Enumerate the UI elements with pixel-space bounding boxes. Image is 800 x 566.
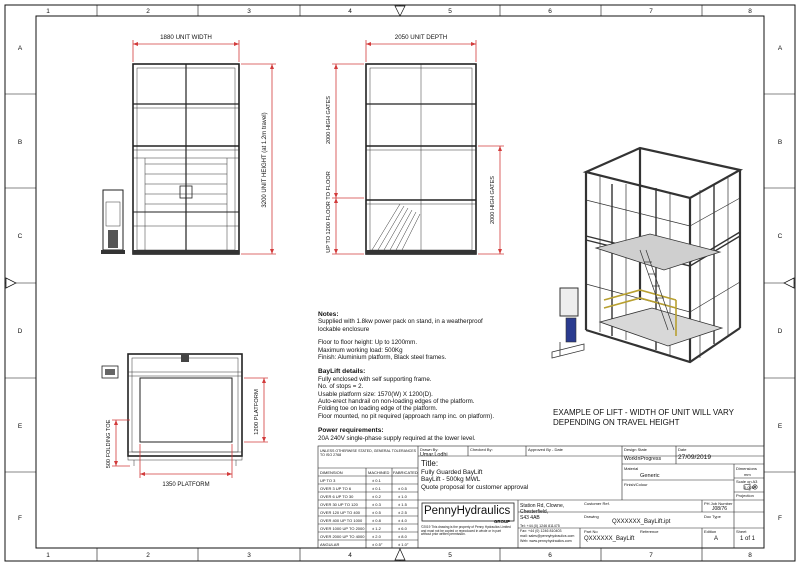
design-state-value: WorkInProgress [624, 456, 662, 462]
tol-row-dimension: OVER 3 UP TO 6 [320, 486, 352, 491]
projection-label: Projection [736, 493, 754, 498]
tol-row-fabricated: ± 1.0 [398, 494, 407, 499]
centring-marks [6, 6, 794, 560]
tol-row-machined: ± 0.1 [372, 478, 381, 483]
tol-row-fabricated: ± 1.0° [398, 542, 409, 547]
baylift-heading: BayLift details: [318, 368, 366, 376]
zone-col-label: 1 [46, 8, 50, 15]
tol-row-dimension: OVER 30 UP TO 120 [320, 502, 358, 507]
tol-row-dimension: ANGULAR [320, 542, 340, 547]
zone-row-label: C [17, 233, 23, 240]
company-group: GROUP [494, 519, 511, 524]
baylift-line: Usable platform size: 1570(W) X 1200(D). [318, 390, 433, 398]
spec-line: Floor to floor height: Up to 1200mm. [318, 339, 418, 347]
sheet-border [5, 5, 795, 561]
tol-row-fabricated: ± 1.5 [398, 502, 407, 507]
platform-width-label: 1350 PLATFORM [162, 482, 210, 488]
isometric-lift-view [552, 148, 740, 362]
zone-row-label: F [778, 515, 782, 522]
reference-label: Reference [640, 529, 659, 534]
address-line: Chesterfield, [520, 509, 549, 515]
contact-line: Fax: +44 (0) 1246 810403 [520, 529, 562, 533]
zone-row-label: A [17, 45, 23, 52]
dimensions-label: Dimensions [736, 466, 757, 471]
customer-ref-label: Customer Ref. [584, 501, 610, 506]
drawn-by-value: Umar.Lodhi [420, 452, 448, 458]
tol-row-machined: ± 0.2 [372, 494, 381, 499]
zone-col-label: 7 [649, 552, 653, 559]
date-label: Date [678, 447, 687, 452]
zone-col-label: 6 [548, 8, 552, 15]
zone-row-label: F [18, 515, 22, 522]
zone-row-label: B [777, 139, 783, 146]
zone-col-label: 4 [348, 8, 352, 15]
approved-by-label: Approved By - Date [528, 447, 563, 452]
unit-width-dimension [133, 40, 239, 62]
design-state-label: Design State [624, 447, 647, 452]
tol-row-fabricated: ± 6.0 [398, 526, 407, 531]
zone-row-label: B [17, 139, 23, 146]
tol-row-fabricated: ± 0.5 [398, 486, 407, 491]
zone-row-label: C [777, 233, 783, 240]
example-caption [553, 408, 763, 428]
tol-header-dimension: DIMENSION [320, 470, 343, 475]
unit-depth-label: 2050 UNIT DEPTH [394, 34, 448, 41]
dimensions-unit: mm [744, 472, 751, 477]
notes-heading: Notes: [318, 311, 339, 318]
zone-row-label: E [777, 423, 783, 430]
contact-line: mail: sales@pennyhydraulics.com [520, 534, 575, 538]
baylift-line: Folding toe on loading edge of the platform. [318, 405, 438, 413]
folding-toe-label: 500 FOLDING TOE [106, 419, 112, 469]
contact-line: Web: www.pennyhydraulics.com [520, 539, 572, 543]
floor-to-floor-dimension [332, 198, 364, 254]
zone-col-label: 7 [649, 8, 653, 15]
scale-label: Scale on A3 [736, 479, 758, 484]
title-line: Quote proposal for customer approval [421, 484, 529, 491]
date-value: 27/09/2019 [678, 454, 712, 461]
baylift-line: Floor mounted, no pit required (approach ramp inc. on platform). [318, 412, 495, 420]
tol-row-dimension: OVER 2000 UP TO 4000 [320, 534, 365, 539]
floor-to-floor-label: UP TO 1200 FLOOR TO FLOOR [326, 171, 332, 253]
checked-by-label: Checked By: [470, 447, 493, 452]
spec-line: Maximum working load: 500Kg [318, 346, 403, 354]
edition-label: Edition [704, 529, 717, 534]
zone-row-label: E [17, 423, 23, 430]
power-line: 20A 240V single-phase supply required at the lower level. [318, 434, 476, 442]
finish-label: Finish/Colour [624, 482, 648, 487]
example-caption-line: DEPENDING ON TRAVEL HEIGHT [553, 418, 680, 427]
baylift-line: Fully enclosed with self supporting frame. [318, 375, 432, 383]
title-label: Title: [421, 459, 439, 468]
material-value: Generic [640, 473, 660, 479]
unit-depth-dimension [366, 40, 476, 62]
unit-height-label: 3200 UNIT HEIGHT (at 1.2m travel) [262, 112, 268, 208]
company-logo: PennyHydraulics [424, 505, 511, 517]
drawn-by-label: Drawn By: [420, 447, 439, 452]
tol-header-fabricated: FABRICATED [393, 470, 418, 475]
tol-row-dimension: OVER 6 UP TO 30 [320, 494, 354, 499]
spec-line: Finish: Aluminium platform, Black steel frames. [318, 354, 447, 362]
address-line: S43 4AB [520, 515, 540, 521]
plan-view [102, 354, 242, 469]
platform-width-dimension [140, 444, 232, 478]
unit-height-dimension [241, 64, 276, 254]
tol-row-dimension: UP TO 3 [320, 478, 336, 483]
zone-col-label: 5 [448, 8, 452, 15]
zone-ticks [5, 5, 795, 561]
copyright-notice: ©2019 This drawing is the property of Penny Hydraulics Limited and must not be copied or reproduced in whole or in part without prior written permission. [421, 525, 511, 537]
unit-width-label: 1880 UNIT WIDTH [160, 34, 212, 41]
contact-line: Tel: +44 (0) 1246 811475 [520, 524, 560, 528]
power-heading: Power requirements: [318, 427, 384, 435]
tol-row-machined: ± 1.2 [372, 526, 381, 531]
zone-row-label: D [777, 328, 783, 335]
part-no-label: Part No [584, 529, 598, 534]
high-gates-right-label: 2000 HIGH GATES [490, 175, 496, 225]
title-line: Fully Guarded BayLift [421, 469, 483, 476]
side-elevation-view [366, 64, 476, 254]
part-no-value: QXXXXXX_BayLift [584, 536, 635, 542]
address-line: Station Rd, Clowne, [520, 503, 565, 509]
tol-row-machined: ± 0.3 [372, 502, 381, 507]
zone-col-label: 2 [146, 8, 150, 15]
zone-col-label: 8 [748, 552, 752, 559]
example-caption-line: EXAMPLE OF LIFT - WIDTH OF UNIT WILL VARY [553, 408, 734, 417]
tol-row-machined: ± 0.5 [372, 510, 381, 515]
tol-row-machined: ± 0.8 [372, 518, 381, 523]
tol-row-machined: ± 2.0 [372, 534, 381, 539]
zone-col-label: 8 [748, 8, 752, 15]
tol-row-machined: ± 0.1 [372, 486, 381, 491]
zone-col-label: 3 [247, 8, 251, 15]
tol-row-dimension: OVER 120 UP TO 400 [320, 510, 361, 515]
sheet-label: Sheet [736, 529, 747, 534]
notes-panel [318, 308, 578, 442]
tolerance-note: UNLESS OTHERWISE STATED, GENERAL TOLERANCES TO ISO 2768 [320, 449, 416, 458]
zone-col-label: 2 [146, 552, 150, 559]
edition-value: A [714, 536, 719, 542]
sheet-value: 1 of 1 [740, 536, 756, 542]
baylift-line: Auto-erect handrail on non-loading edges of the platform. [318, 398, 475, 406]
tol-row-machined: ± 0.5° [372, 542, 383, 547]
zone-col-label: 3 [247, 552, 251, 559]
baylift-line: No. of stops = 2. [318, 383, 364, 391]
zone-col-label: 6 [548, 552, 552, 559]
tol-row-dimension: OVER 400 UP TO 1000 [320, 518, 363, 523]
drawing-label: Drawing [584, 514, 599, 519]
zone-row-label: D [17, 328, 23, 335]
tol-header-machined: MACHINED [368, 470, 390, 475]
zone-col-label: 5 [448, 552, 452, 559]
title-line: BayLift - 500kg MWL [421, 476, 481, 483]
notes-line: Supplied with 1.8kw power pack on stand, in a weatherproof [318, 318, 483, 326]
job-number-label: PH Job Number [704, 501, 733, 506]
drawing-value: QXXXXXX_BayLift.ipt [612, 519, 671, 525]
material-label: Material [624, 466, 639, 471]
zone-col-label: 4 [348, 552, 352, 559]
notes-line: lockable enclosure [318, 325, 370, 333]
high-gates-left-label: 2000 HIGH GATES [326, 95, 332, 145]
doc-type-label: Doc Type [704, 514, 721, 519]
tol-row-fabricated: ± 8.0 [398, 534, 407, 539]
upper-gates-dimension [332, 64, 364, 198]
platform-height-label: 1200 PLATFORM [254, 389, 260, 435]
zone-col-label: 1 [46, 552, 50, 559]
tol-row-fabricated: ± 4.0 [398, 518, 407, 523]
front-elevation-view [101, 64, 239, 254]
job-number-value: J08/76 [712, 506, 728, 512]
tol-row-fabricated: ± 2.5 [398, 510, 407, 515]
scale-value: 0.025 [744, 485, 755, 490]
zone-row-label: A [777, 45, 783, 52]
tol-row-dimension: OVER 1000 UP TO 2000 [320, 526, 365, 531]
